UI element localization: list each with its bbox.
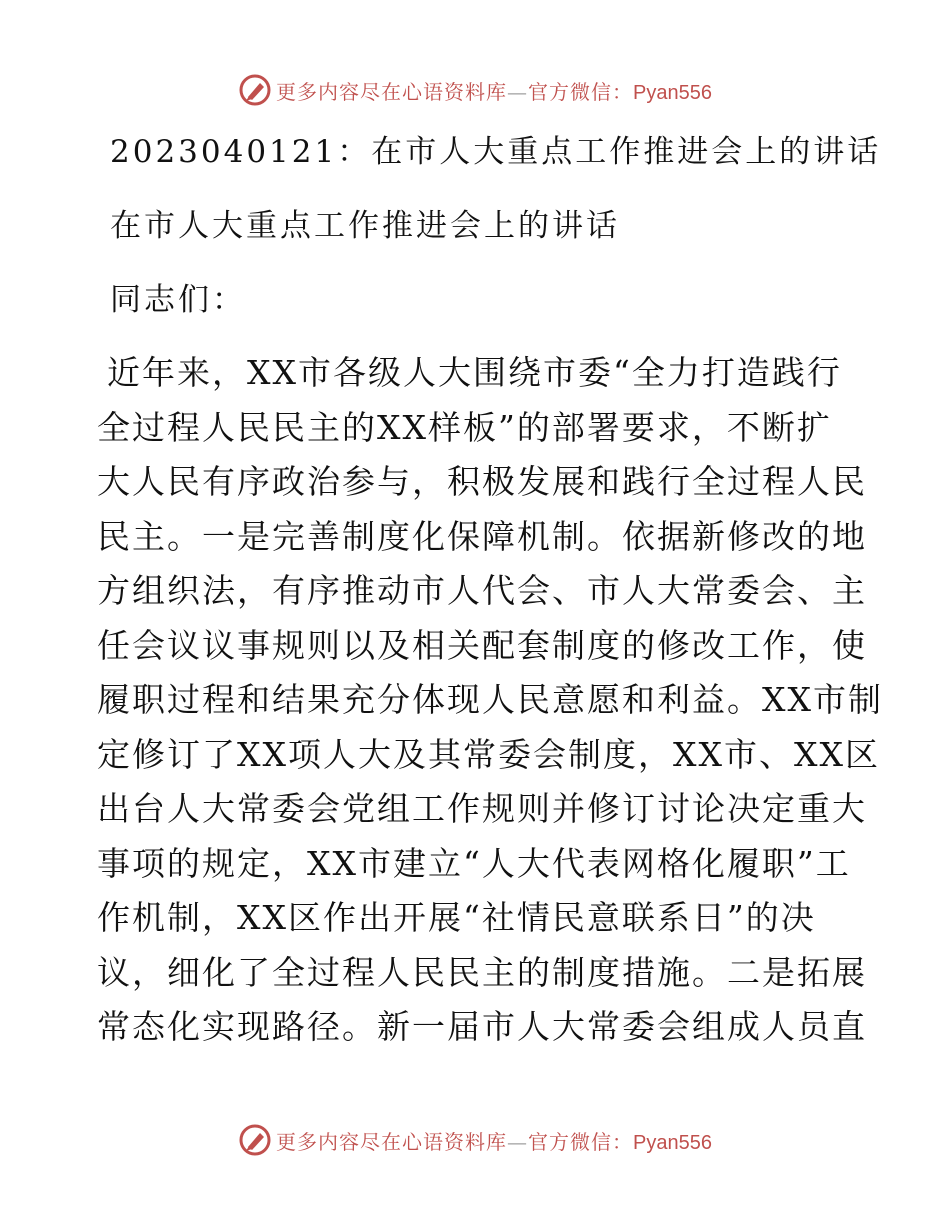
body-line: 近年来，XX市各级人大围绕市委“全力打造践行 bbox=[107, 353, 842, 392]
salutation: 同志们： bbox=[110, 282, 246, 318]
body-line: 定修订了XX项人大及其常委会制度，XX市、XX区 bbox=[97, 734, 880, 774]
document-subtitle: 在市人大重点工作推进会上的讲话 bbox=[110, 208, 620, 244]
body-line: 事项的规定，XX市建立“人大代表网格化履职”工 bbox=[97, 843, 851, 883]
watermark-separator: — bbox=[507, 79, 529, 104]
watermark-wechat-id: Pyan556 bbox=[633, 1131, 712, 1154]
body-line: 履职过程和结果充分体现人民意愿和利益。XX市制 bbox=[97, 680, 883, 719]
watermark-wechat-id: Pyan556 bbox=[633, 81, 712, 104]
body-line: 任会议议事规则以及相关配套制度的修改工作，使 bbox=[97, 625, 867, 665]
body-line: 民主。一是完善制度化保障机制。依据新修改的地 bbox=[97, 516, 867, 556]
watermark-text bbox=[276, 76, 712, 105]
watermark-official: 官方微信： bbox=[528, 1129, 634, 1154]
body-line: 大人民有序政治参与，积极发展和践行全过程人民 bbox=[97, 462, 867, 501]
body-line: 方组织法，有序推动市人代会、市人大常委会、主 bbox=[97, 571, 867, 610]
watermark-slogan: 更多内容尽在心语资料库 bbox=[276, 79, 508, 104]
footer-watermark bbox=[0, 1120, 950, 1160]
body-line: 全过程人民民主的XX样板”的部署要求，不断扩 bbox=[97, 407, 832, 447]
header-watermark bbox=[0, 70, 950, 110]
watermark-official: 官方微信： bbox=[528, 79, 634, 104]
pen-nib-logo-icon bbox=[238, 73, 272, 107]
watermark-separator: — bbox=[507, 1129, 529, 1154]
watermark-slogan: 更多内容尽在心语资料库 bbox=[276, 1129, 508, 1154]
body-line: 作机制，XX区作出开展“社情民意联系日”的决 bbox=[97, 898, 816, 937]
watermark-text bbox=[276, 1126, 712, 1155]
document-title: 2023040121：在市人大重点工作推进会上的讲话 bbox=[110, 134, 882, 170]
body-paragraph bbox=[97, 346, 883, 1055]
pen-nib-logo-icon bbox=[238, 1123, 272, 1157]
body-line: 出台人大常委会党组工作规则并修订讨论决定重大 bbox=[97, 789, 867, 828]
body-line: 议，细化了全过程人民民主的制度措施。二是拓展 bbox=[97, 952, 867, 992]
body-line: 常态化实现路径。新一届市人大常委会组成人员直 bbox=[97, 1007, 867, 1046]
